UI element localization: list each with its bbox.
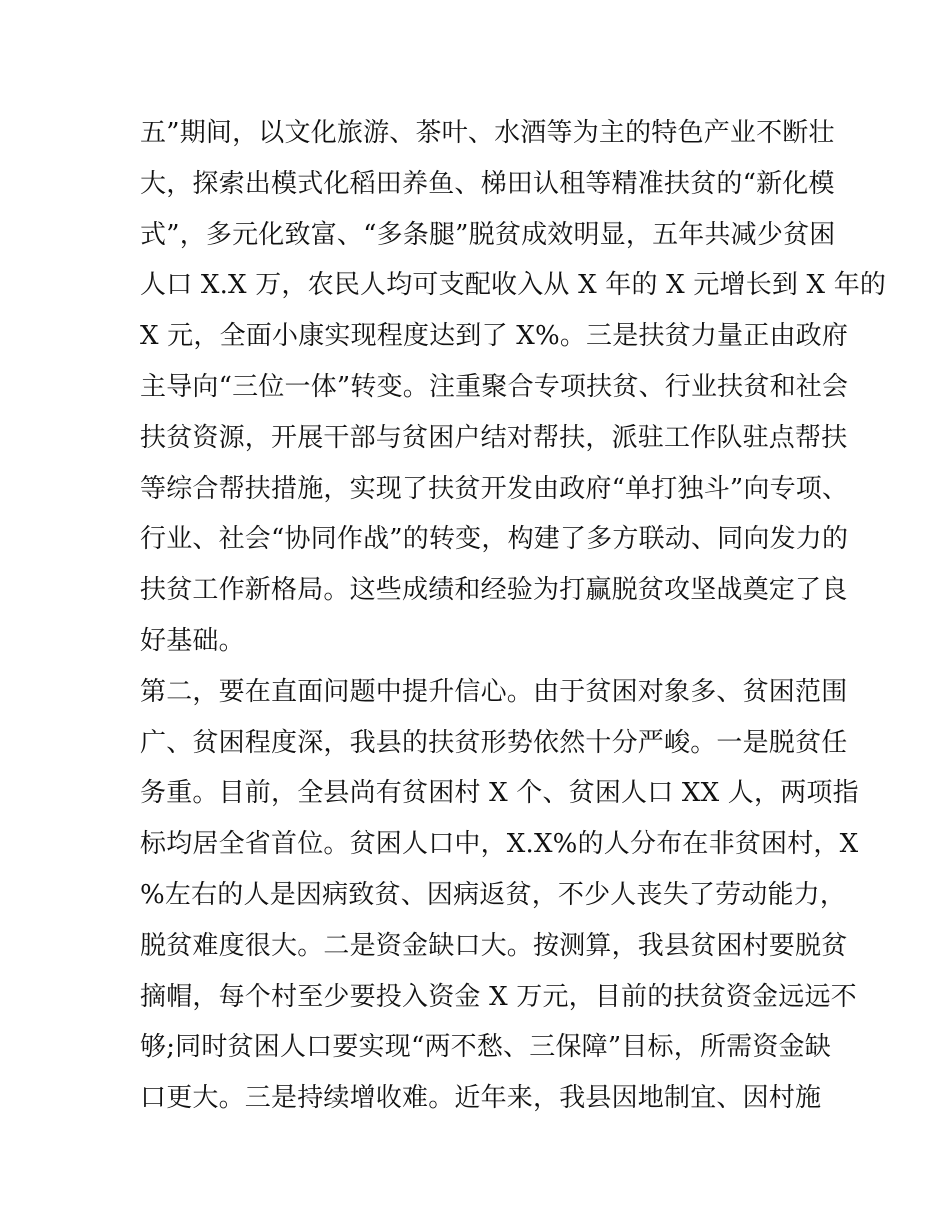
text-line: 好基础。 [140, 625, 245, 656]
text-line: 摘帽，每个村至少要投入资金 X 万元，目前的扶贫资金远远不 [140, 981, 857, 1012]
text-line: 口更大。三是持续增收难。近年来，我县因地制宜、因村施 [140, 1083, 822, 1114]
text-line: 人口 X.X 万，农民人均可支配收入从 X 年的 X 元增长到 X 年的 [140, 270, 887, 301]
text-line: %左右的人是因病致贫、因病返贫，不少人丧失了劳动能力， [140, 879, 847, 910]
text-line: 扶贫工作新格局。这些成绩和经验为打赢脱贫攻坚战奠定了良 [140, 575, 848, 606]
text-line: 脱贫难度很大。二是资金缺口大。按测算，我县贫困村要脱贫 [140, 930, 848, 961]
text-line: 五”期间，以文化旅游、茶叶、水酒等为主的特色产业不断壮 [140, 118, 835, 148]
text-line: 务重。目前，全县尚有贫困村 X 个、贫困人口 XX 人，两项指 [140, 778, 859, 809]
text-line: 大，探索出模式化稻田养鱼、梯田认租等精准扶贫的“新化模 [140, 168, 835, 199]
text-line: 够;同时贫困人口要实现“两不愁、三保障”目标，所需资金缺 [140, 1032, 831, 1063]
text-line: 等综合帮扶措施，实现了扶贫开发由政府“单打独斗”向专项、 [140, 473, 849, 504]
text-line: 标均居全省首位。贫困人口中，X.X%的人分布在非贫困村，X [140, 829, 859, 860]
text-line: 广、贫困程度深，我县的扶贫形势依然十分严峻。一是脱贫任 [140, 727, 848, 758]
text-line: 式”，多元化致富、“多条腿”脱贫成效明显，五年共减少贫困 [140, 219, 836, 250]
paragraph-start-line: 第二，要在直面问题中提升信心。由于贫困对象多、贫困范围 [140, 676, 848, 707]
text-line: 扶贫资源，开展干部与贫困户结对帮扶，派驻工作队驻点帮扶 [140, 422, 848, 453]
body-text [140, 108, 887, 1124]
text-line: 行业、社会“协同作战”的转变，构建了多方联动、同向发力的 [140, 524, 849, 555]
text-line: X 元，全面小康实现程度达到了 X%。三是扶贫力量正由政府 [140, 321, 849, 352]
text-line: 主导向“三位一体”转变。注重聚合专项扶贫、行业扶贫和社会 [140, 371, 849, 402]
